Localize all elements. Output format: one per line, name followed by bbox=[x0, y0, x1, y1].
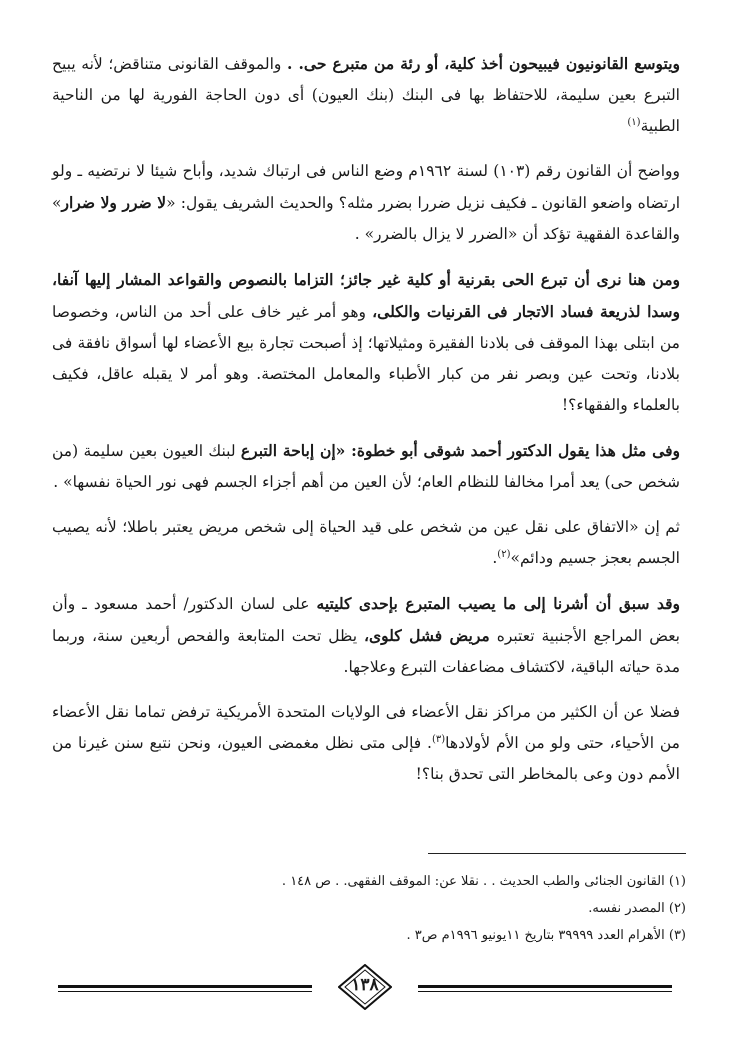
footnote-ref-3[interactable]: (٣) bbox=[431, 733, 446, 745]
page-number: ١٣٨ bbox=[351, 975, 379, 995]
paragraph-5-text-after: . bbox=[492, 549, 498, 567]
paragraph-4 bbox=[52, 435, 686, 498]
paragraph-4-text: لبنك العيون بعين سليمة (من شخص حى) يعد أمرا مخالفا للنظام العام؛ لأن العين من أهم أجزاء الجسم فهى نور الحياة نفسها» . bbox=[52, 442, 680, 491]
footnote-3: (٣) الأهرام العدد ٣٩٩٩٩ بتاريخ ١١يونيو ١٩٩٦م ص٣ . bbox=[406, 928, 686, 943]
paragraph-2-hadith: لا ضرر ولا ضرار bbox=[61, 193, 167, 212]
footnote-1: (١) القانون الجنائى والطب الحديث . . نقلا عن: الموقف الفقهى. . ص ١٤٨ . bbox=[281, 874, 686, 889]
paragraph-7 bbox=[52, 697, 686, 790]
page-footer bbox=[58, 962, 672, 1012]
footer-rule-right bbox=[418, 985, 672, 988]
paragraph-1 bbox=[52, 48, 686, 142]
paragraph-7-text-after: . فإلى متى نظل مغمضى العيون، ونحن نتبع سنن غيرنا من الأمم دون وعى بالمخاطر التى تحدق بنا؟! bbox=[52, 734, 680, 783]
footer-rule-left bbox=[58, 985, 312, 988]
paragraph-6-emphasis: مريض فشل كلوى، bbox=[364, 626, 490, 645]
paragraph-1-lead: ويتوسع القانونيون فيبيحون أخذ كلية، أو رئة من متبرع حى. . bbox=[287, 54, 681, 73]
footnote-divider bbox=[428, 853, 686, 854]
paragraph-3-text: وهو أمر غير خاف على أحد من الناس، وخصوصا من ابتلى بهذا الموقف فى بلادنا الفقيرة ومثيلاتها؛ إذ أصبحت تجارة بيع الأعضاء لها أسواق نافقة فى بلادنا، وتحت عين وبصر نفر من كبار الأطباء والمعامل المختصة. وهو أمر لا يقبله عاقل، فكيف بالعلماء والفقهاء؟! bbox=[52, 303, 680, 414]
footnote-ref-2[interactable]: (٢) bbox=[497, 548, 511, 560]
paragraph-2-text-after: » والقاعدة الفقهية تؤكد أن «الضرر لا يزال بالضرر» . bbox=[52, 194, 680, 243]
footer-rule-right-thin bbox=[418, 991, 672, 992]
footnotes bbox=[86, 868, 686, 949]
paragraph-3-lead: ومن هنا نرى أن تبرع الحى بقرنية أو كلية غير جائز؛ التزاما بالنصوص والقواعد المشار إليها آنفا، وسدا لذريعة فساد الاتجار فى القرنيات والكلى، bbox=[52, 270, 680, 321]
paragraph-3 bbox=[52, 264, 686, 421]
page-body bbox=[52, 48, 686, 804]
paragraph-6 bbox=[52, 588, 686, 683]
paragraph-7-text: فضلا عن أن الكثير من مراكز نقل الأعضاء فى الولايات المتحدة الأمريكية ترفض تماما نقل الأعضاء من الأحياء، حتى ولو من الأم لأولادها bbox=[52, 703, 680, 752]
paragraph-1-text: والموقف القانونى متناقض؛ لأنه يبيح التبرع بعين سليمة، للاحتفاظ بها فى البنك (بنك العيون) أى دون الحاجة الفورية لها من الناحية الطبية bbox=[52, 55, 680, 135]
footnote-2: (٢) المصدر نفسه. bbox=[588, 901, 686, 916]
page-number-ornament bbox=[338, 964, 392, 1010]
paragraph-6-text-after: يظل تحت المتابعة والفحص أربعين سنة، وربما مدة حياته الباقية، لاكتشاف مضاعفات التبرع وعلاجها. bbox=[52, 627, 680, 676]
footnote-ref-1[interactable]: (١) bbox=[627, 116, 641, 128]
paragraph-2 bbox=[52, 156, 686, 250]
paragraph-6-lead: وقد سبق أن أشرنا إلى ما يصيب المتبرع بإحدى كليتيه bbox=[316, 594, 680, 613]
footer-rule-left-thin bbox=[58, 991, 312, 992]
paragraph-2-text: وواضح أن القانون رقم (١٠٣) لسنة ١٩٦٢م وضع الناس فى ارتباك شديد، وأباح شيئا لا نرتضيه ـ ولو ارتضاه واضعو القانون ـ فكيف نزيل ضررا بضرر مثله؟ والحديث الشريف يقول: « bbox=[52, 162, 681, 212]
paragraph-4-lead: وفى مثل هذا يقول الدكتور أحمد شوقى أبو خطوة: «إن إباحة التبرع bbox=[240, 441, 680, 460]
paragraph-6-text: على لسان الدكتور/ أحمد مسعود ـ وأن بعض المراجع الأجنبية تعتبره bbox=[52, 595, 680, 645]
paragraph-5 bbox=[52, 512, 686, 574]
paragraph-5-text: ثم إن «الاتفاق على نقل عين من شخص على قيد الحياة إلى شخص مريض يعتبر باطلا؛ لأنه يصيب الجسم بعجز جسيم ودائم» bbox=[52, 518, 680, 567]
